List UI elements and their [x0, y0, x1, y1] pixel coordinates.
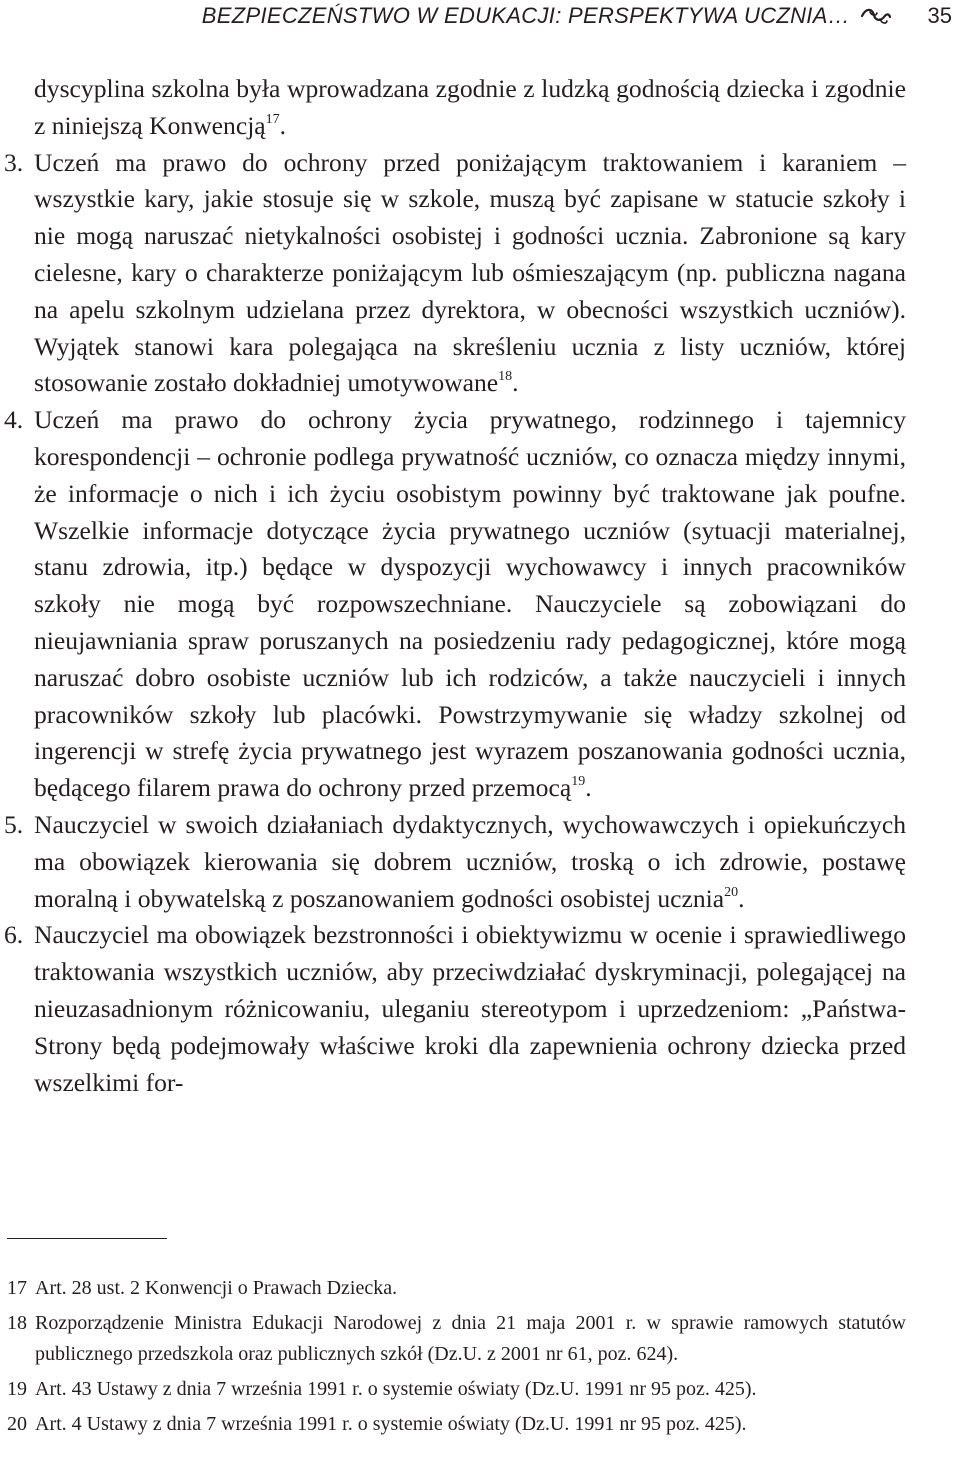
item-text: Nauczyciel ma obowiązek bezstronności i obiektywizmu w ocenie i sprawiedliwego traktowania wszystkich uczniów, aby przeciwdziałać dyskryminacji, polegającej na nieuzasadnionym różnicowaniu, uleganiu stereotypom i uprzedzeniom: „Państwa-Strony będą podejmowały właściwe kroki dla zapewnienia ochrony dziecka przed wszelkimi for-	[34, 920, 906, 1097]
header-title: BEZPIECZEŃSTWO W EDUKACJI: PERSPEKTYWA UCZNIA…	[201, 3, 850, 28]
footnote-text: Art. 28 ust. 2 Konwencji o Prawach Dziecka.	[35, 1277, 398, 1299]
footnote-ref: 17	[265, 111, 280, 127]
footnote	[7, 1374, 906, 1405]
item-text: Nauczyciel w swoich działaniach dydaktycznych, wychowawczych i opiekuńczych ma obowiązek kierowania się dobrem uczniów, troską o ich zdrowie, postawę moralną i obywatelską z poszanowaniem godności osobistej ucznia	[34, 809, 906, 913]
curl-ornament-icon	[860, 2, 892, 30]
list-item	[4, 402, 906, 807]
footnote-text: Rozporządzenie Ministra Edukacji Narodowej z dnia 21 maja 2001 r. w sprawie ramowych statutów publicznego przedszkola oraz publicznych szkół (Dz.U. z 2001 nr 61, poz. 624).	[35, 1312, 906, 1365]
list-item	[4, 145, 906, 403]
footnote-number: 18	[7, 1312, 27, 1334]
footnote-text: Art. 43 Ustawy z dnia 7 września 1991 r. o systemie oświaty (Dz.U. 1991 nr 95 poz. 425).	[35, 1378, 757, 1400]
footnote-number: 19	[7, 1378, 27, 1400]
footnote-number: 20	[7, 1413, 27, 1435]
footnote-text: Art. 4 Ustawy z dnia 7 września 1991 r. o systemie oświaty (Dz.U. 1991 nr 95 poz. 425).	[35, 1413, 747, 1435]
intro-paragraph	[34, 71, 906, 145]
item-tail: .	[512, 368, 519, 398]
footnote-ref: 18	[498, 369, 513, 385]
item-number: 6.	[4, 920, 24, 950]
footnote-ref: 20	[724, 884, 739, 900]
footnote	[7, 1273, 906, 1304]
page-number: 35	[927, 3, 952, 28]
paragraph-tail: .	[279, 110, 287, 140]
footnotes	[7, 1273, 906, 1444]
footnote-number: 17	[7, 1277, 27, 1299]
footnote-divider	[7, 1238, 167, 1239]
footnote	[7, 1308, 906, 1370]
item-text: Uczeń ma prawo do ochrony przed poniżającym traktowaniem i karaniem – wszystkie kary, jakie stosuje się w szkole, muszą być zapisane w statucie szkoły i nie mogą naruszać nietykalności osobistej i godności ucznia. Zabronione są kary cielesne, kary o charakterze poniżającym lub ośmieszającym (np. publiczna nagana na apelu szkolnym udzielana przez dyrektora, w obecności wszystkich uczniów). Wyjątek stanowi kara polegająca na skreśleniu ucznia z listy uczniów, której stosowanie zostało dokładniej umotywowane	[34, 147, 906, 398]
list-item	[4, 917, 906, 1101]
item-tail: .	[738, 883, 745, 913]
item-number: 5.	[4, 809, 24, 839]
paragraph-text: dyscyplina szkolna była wprowadzana zgodnie z ludzką godnością dziecka i zgodnie z niniejszą Konwencją	[34, 74, 906, 140]
footnote	[7, 1409, 906, 1440]
main-text	[4, 71, 906, 1101]
footnote-ref: 19	[571, 774, 586, 790]
item-tail: .	[585, 773, 592, 803]
item-text: Uczeń ma prawo do ochrony życia prywatnego, rodzinnego i tajemnicy korespondencji – ochronie podlega prywatność uczniów, co oznacza między innymi, że informacje o nich i ich życiu osobistym powinny być traktowane jak poufne. Wszelkie informacje dotyczące życia prywatnego uczniów (sytuacji materialnej, stanu zdrowia, itp.) będące w dyspozycji wychowawcy i innych pracowników szkoły nie mogą być rozpowszechniane. Nauczyciele są zobowiązani do nieujawniania spraw poruszanych na posiedzeniu rady pedagogicznej, które mogą naruszać dobro osobiste uczniów lub ich rodziców, a także nauczycieli i innych pracowników szkoły lub placówki. Powstrzymywanie się władzy szkolnej od ingerencji w strefę życia prywatnego jest wyrazem poszanowania godności ucznia, będącego filarem prawa do ochrony przed przemocą	[34, 405, 906, 803]
running-header	[0, 2, 960, 32]
item-number: 3.	[4, 147, 24, 177]
item-number: 4.	[4, 405, 24, 435]
list-item	[4, 807, 906, 917]
